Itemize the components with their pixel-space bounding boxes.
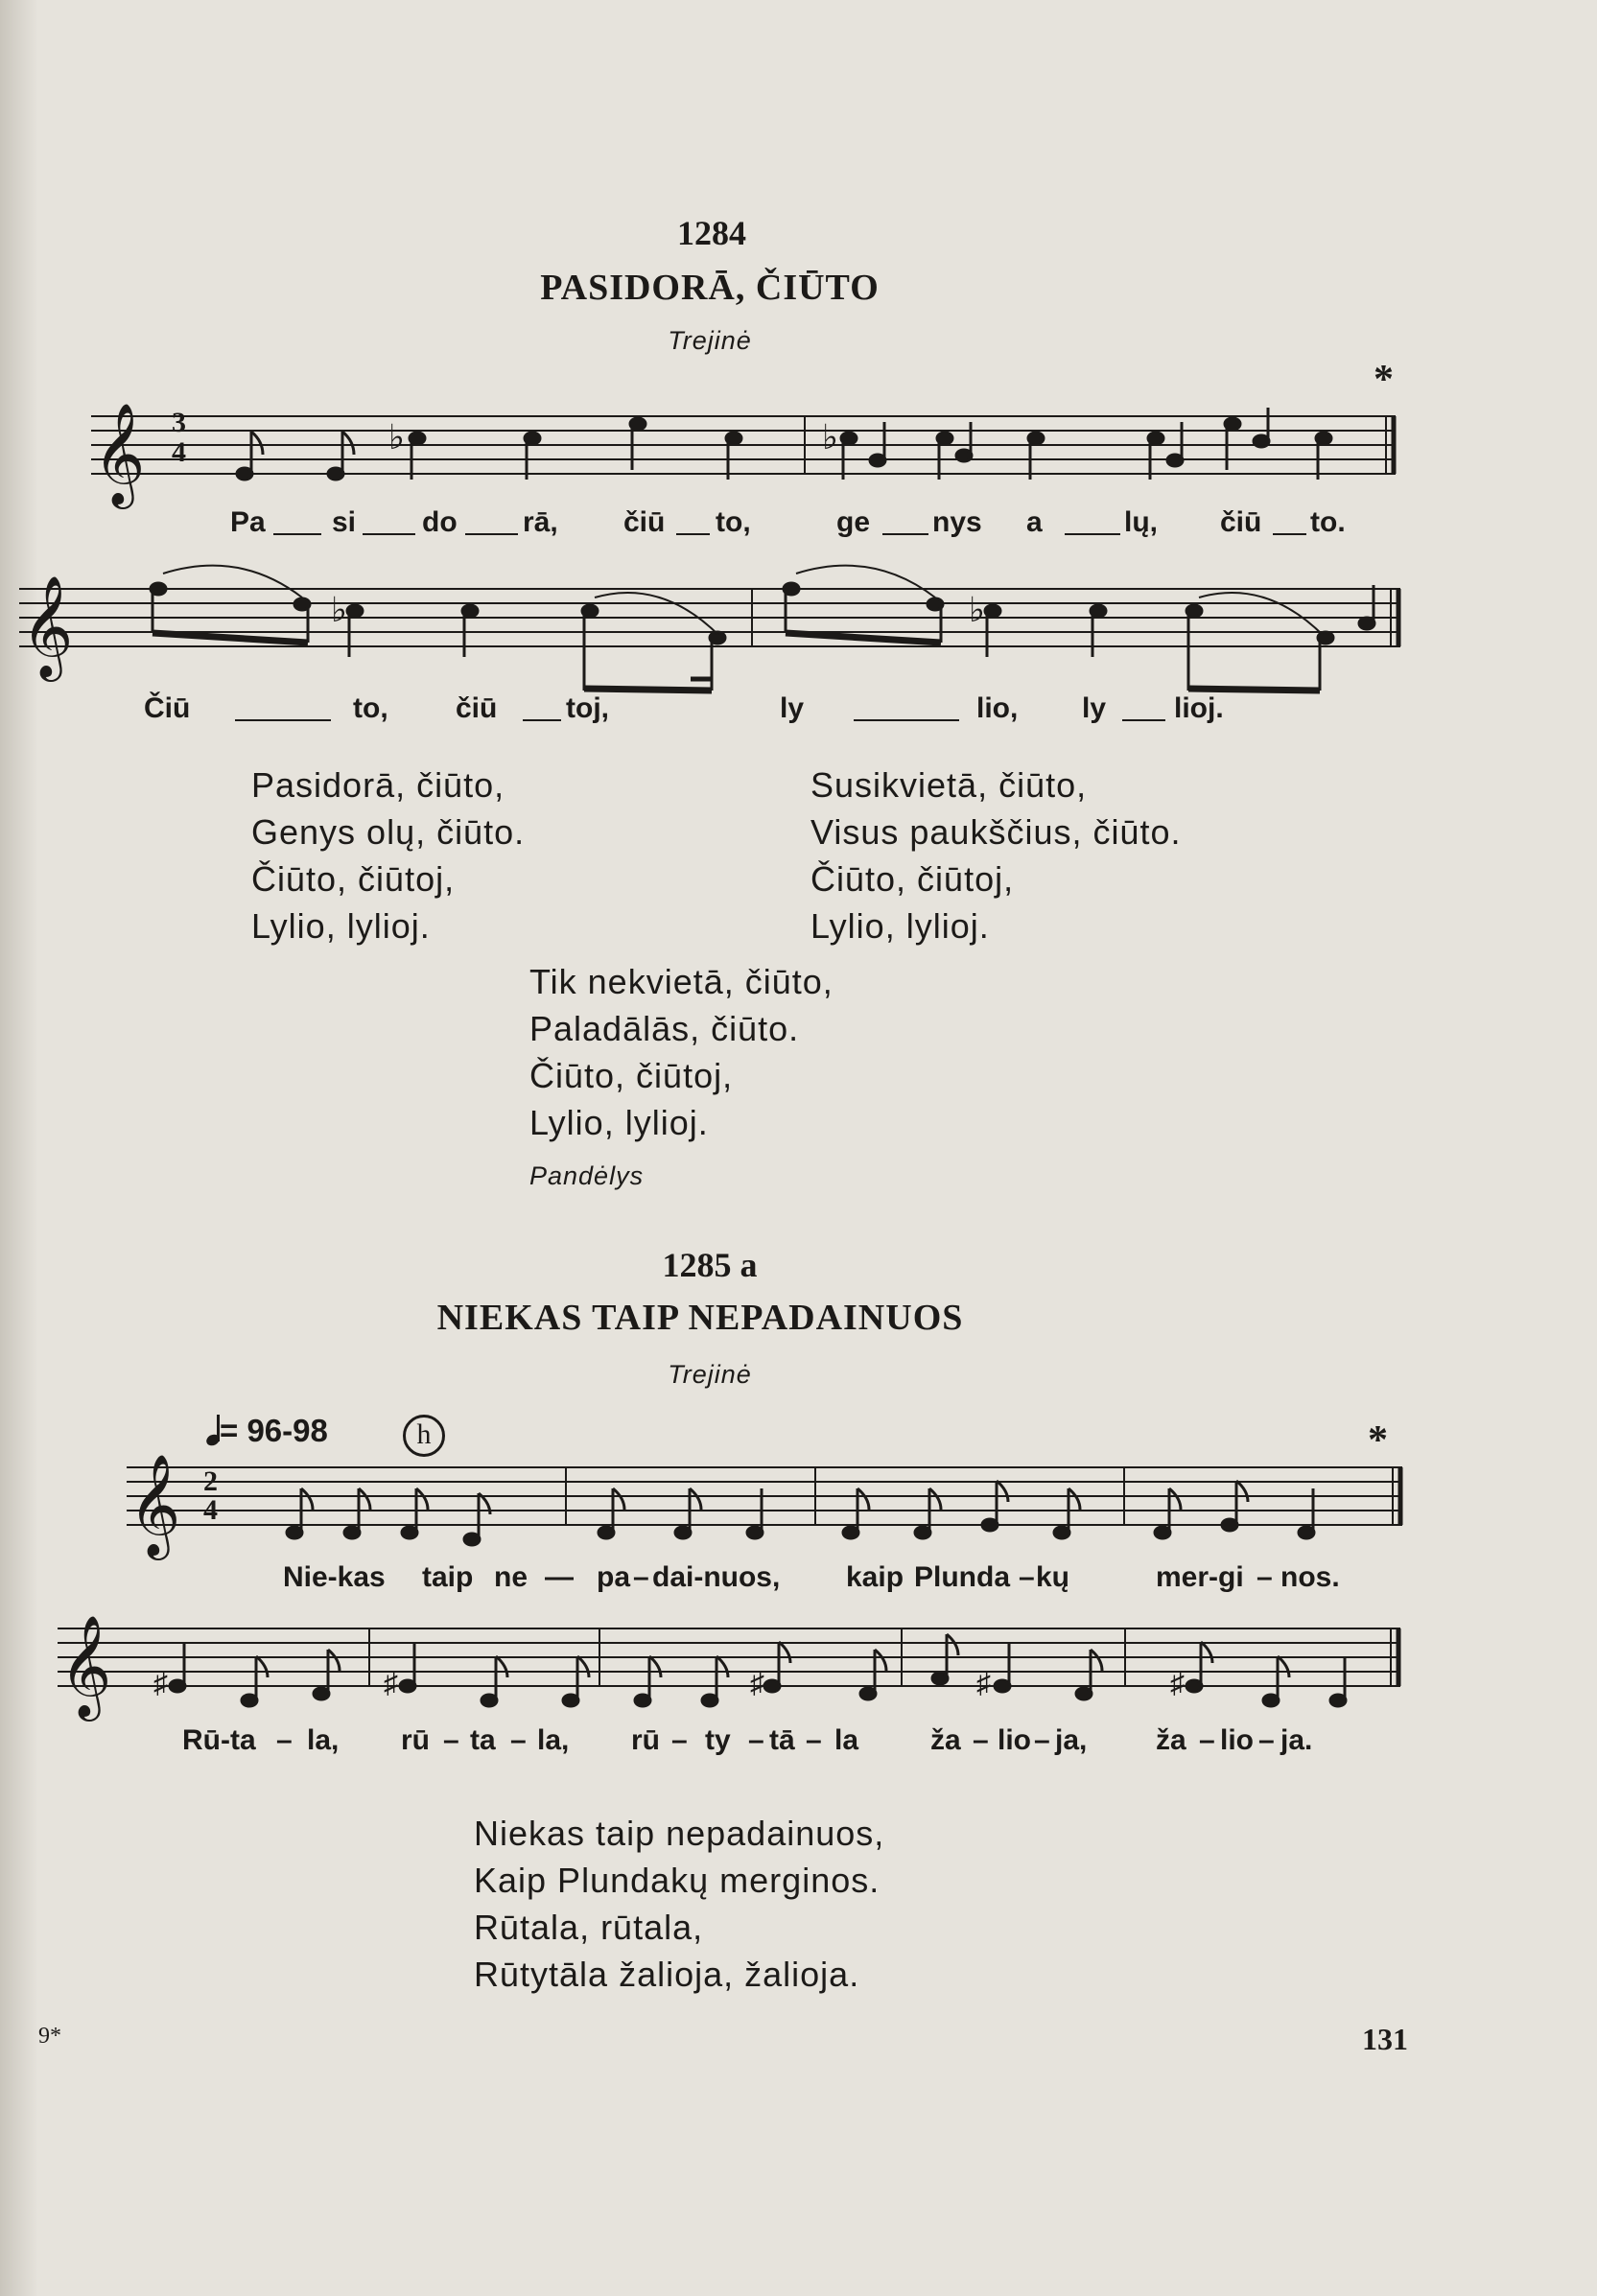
lyric-syllable: ty [705, 1724, 731, 1756]
svg-text:♭: ♭ [331, 591, 347, 629]
lyric-syllable: toj, [566, 692, 609, 724]
footnote-star: * [1368, 1418, 1388, 1463]
time-signature-top: 2 [203, 1465, 218, 1497]
song-subtitle: Trejinė [668, 326, 752, 355]
lyric-syllable: — [545, 1561, 574, 1593]
lyric-syllable: lio, [976, 692, 1019, 724]
lyric-syllable: ta [470, 1724, 496, 1756]
lyric-syllable: čiū [623, 506, 666, 538]
treble-clef-icon: 𝄞 [59, 1614, 112, 1717]
svg-text:♭: ♭ [822, 418, 838, 457]
treble-clef-icon: 𝄞 [93, 402, 146, 504]
melisma-line [854, 719, 959, 721]
lyric-syllable: Nie-kas [283, 1561, 386, 1593]
lyric-syllable: lų, [1124, 506, 1158, 538]
svg-text:♯: ♯ [750, 1668, 764, 1699]
treble-clef-icon: 𝄞 [129, 1453, 181, 1556]
lyric-syllable: – [1199, 1724, 1215, 1756]
place-of-recording: Pandėlys [529, 1161, 645, 1190]
svg-text:♭: ♭ [969, 591, 985, 629]
song-number: 1285 a [662, 1246, 758, 1284]
lyric-syllable: ža [930, 1724, 961, 1756]
verse-center: Tik nekvietā, čiūto, Paladālās, čiūto. Čiūto, čiūtoj, Lylio, lylioj. [529, 962, 834, 1142]
lyric-syllable: ge [836, 506, 871, 538]
lyric-syllable: lio [998, 1724, 1031, 1756]
lyric-syllable: nys [932, 506, 982, 538]
circled-mark: h [403, 1415, 445, 1457]
lyric-syllable: to. [1310, 506, 1346, 538]
lyric-syllable: rā, [523, 506, 558, 538]
music-staff [91, 403, 1415, 508]
song-subtitle: Trejinė [668, 1360, 752, 1389]
melisma-line [363, 533, 415, 535]
lyric-syllable: la, [307, 1724, 340, 1756]
song-title: PASIDORĀ, ČIŪTO [540, 268, 880, 308]
lyric-syllable: Pa [230, 506, 266, 538]
time-signature-top: 3 [172, 407, 186, 438]
melisma-line [523, 719, 561, 721]
lyric-syllable: ža [1156, 1724, 1186, 1756]
lyric-syllable: – [1019, 1561, 1035, 1593]
lyric-syllable: taip [422, 1561, 474, 1593]
melisma-line [1065, 533, 1120, 535]
music-staff [58, 1611, 1410, 1717]
time-signature-bottom: 4 [203, 1494, 218, 1526]
song-title: NIEKAS TAIP NEPADAINUOS [436, 1298, 964, 1338]
lyric-syllable: to, [353, 692, 388, 724]
svg-text:♭: ♭ [388, 418, 405, 457]
svg-text:♯: ♯ [976, 1668, 991, 1699]
svg-text:♯: ♯ [384, 1668, 398, 1699]
svg-text:♯: ♯ [1170, 1668, 1185, 1699]
lyric-syllable: do [422, 506, 458, 538]
signature-mark: 9* [38, 2024, 61, 2049]
melisma-line [235, 719, 331, 721]
lyric-syllable: a [1026, 506, 1043, 538]
lyric-syllable: la, [537, 1724, 570, 1756]
music-staff [19, 566, 1420, 710]
lyric-syllable: – [1256, 1561, 1273, 1593]
lyric-syllable: rū [631, 1724, 660, 1756]
tempo-marking: = 96-98 [206, 1413, 328, 1449]
lyric-syllable: lioj. [1174, 692, 1224, 724]
lyric-syllable: ja, [1055, 1724, 1088, 1756]
lyric-syllable: tā [769, 1724, 795, 1756]
lyric-syllable: rū [401, 1724, 430, 1756]
lyric-syllable: nos. [1280, 1561, 1340, 1593]
lyric-syllable: – [276, 1724, 293, 1756]
verse-right: Susikvietā, čiūto, Visus paukščius, čiūto. Čiūto, čiūtoj, Lylio, lylioj. [810, 765, 1182, 946]
lyric-syllable: si [332, 506, 357, 538]
lyric-syllable: la [834, 1724, 859, 1756]
lyric-syllable: – [633, 1561, 649, 1593]
lyric-syllable: – [1034, 1724, 1050, 1756]
lyric-syllable: Rū-ta [182, 1724, 256, 1756]
melisma-line [1273, 533, 1306, 535]
lyric-syllable: kų [1036, 1561, 1070, 1593]
treble-clef-icon: 𝄞 [21, 574, 74, 677]
lyric-syllable: Plunda [914, 1561, 1011, 1593]
lyric-syllable: – [973, 1724, 989, 1756]
lyric-syllable: – [510, 1724, 527, 1756]
lyric-syllable: Čiū [144, 692, 191, 724]
song-number: 1284 [677, 214, 746, 252]
lyric-syllable: kaip [846, 1561, 904, 1593]
lyric-syllable: – [443, 1724, 459, 1756]
lyric-syllable: ja. [1280, 1724, 1313, 1756]
lyric-syllable: – [748, 1724, 764, 1756]
lyric-syllable: ly [1082, 692, 1107, 724]
lyric-syllable: ne [494, 1561, 528, 1593]
lyric-syllable: čiū [456, 692, 498, 724]
melisma-line [676, 533, 710, 535]
lyric-syllable: čiū [1220, 506, 1262, 538]
melisma-line [273, 533, 321, 535]
page-edge-shadow [0, 0, 38, 2296]
lyric-syllable: ly [780, 692, 805, 724]
page-number: 131 [1362, 2022, 1408, 2056]
lyric-syllable: pa [597, 1561, 631, 1593]
footnote-star: * [1374, 358, 1394, 402]
time-signature-bottom: 4 [172, 436, 186, 468]
verse-left: Pasidorā, čiūto, Genys olų, čiūto. Čiūto, čiūtoj, Lylio, lylioj. [251, 765, 526, 946]
verse: Niekas taip nepadainuos, Kaip Plundakų merginos. Rūtala, rūtala, Rūtytāla žalioja, žalioja. [474, 1814, 885, 1994]
melisma-line [1122, 719, 1165, 721]
lyric-syllable: dai-nuos, [652, 1561, 781, 1593]
lyric-syllable: to, [716, 506, 751, 538]
lyric-syllable: – [806, 1724, 822, 1756]
melisma-line [882, 533, 928, 535]
lyric-syllable: mer-gi [1156, 1561, 1244, 1593]
lyric-syllable: – [1258, 1724, 1275, 1756]
melisma-line [465, 533, 518, 535]
lyric-syllable: lio [1220, 1724, 1254, 1756]
lyric-syllable: – [671, 1724, 688, 1756]
music-staff [127, 1450, 1412, 1556]
svg-text:♯: ♯ [153, 1668, 168, 1699]
